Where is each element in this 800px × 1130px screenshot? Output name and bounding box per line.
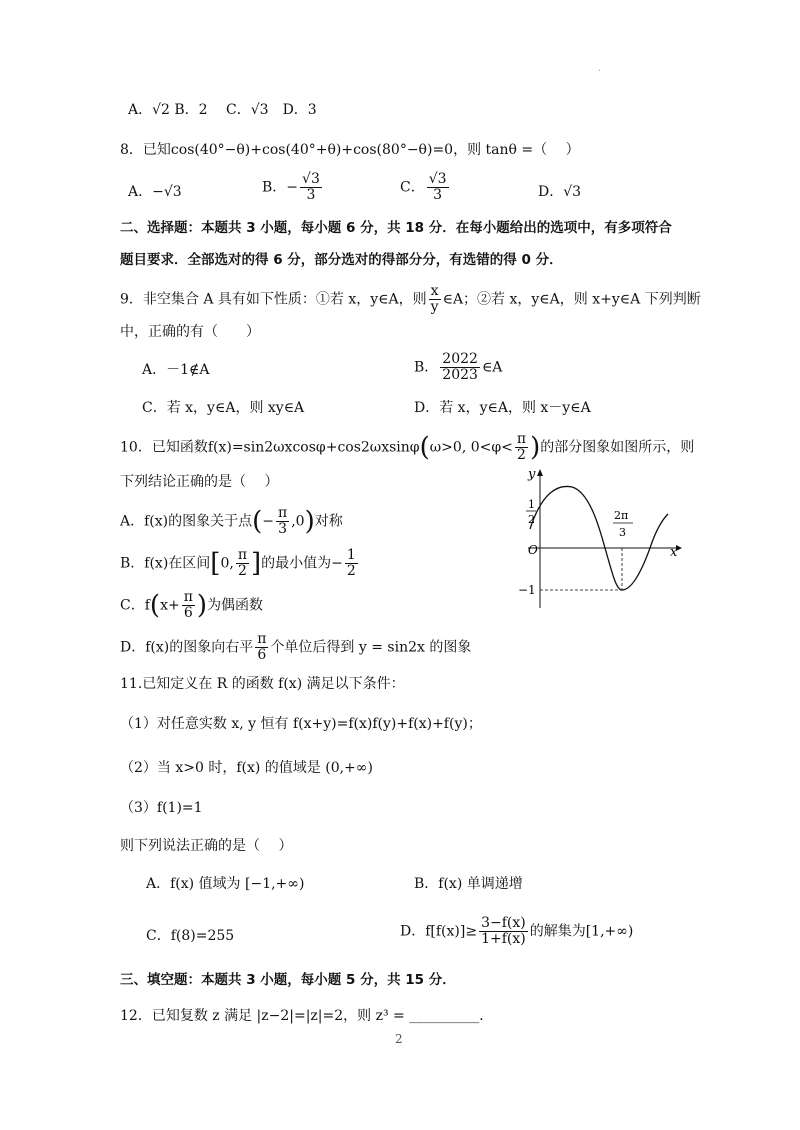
- q8-option-c-label: C．: [400, 179, 425, 196]
- q10-option-b-result: [345, 548, 358, 579]
- q8-stem: [120, 140, 580, 160]
- q10-option-c-fraction: [182, 590, 195, 621]
- corner-mark: .: [598, 63, 602, 74]
- q10-condition-fraction: [515, 432, 528, 463]
- frac-num: √3: [428, 171, 447, 187]
- paren-open: (: [419, 432, 430, 463]
- q11-option-b: B．f(x) 单调递增: [414, 876, 523, 892]
- q10-graph: [500, 462, 690, 612]
- q9-option-c: C．若 x，y∈A，则 xy∈A: [142, 400, 305, 416]
- frac-num: π: [257, 631, 267, 647]
- paren-close: ): [196, 590, 208, 621]
- section3-title: 三、填空题：本题共 3 小题，每小题 5 分，共 15 分．: [120, 972, 456, 988]
- frac-num: √3: [302, 171, 320, 187]
- paren-open: (: [149, 590, 161, 621]
- frac-den: 2: [237, 563, 247, 579]
- q9-fraction: [429, 284, 441, 315]
- x-axis-label: x: [670, 545, 678, 560]
- section2-line2: 题目要求．全部选对的得 6 分，部分选对的得部分分，有选错的得 0 分．: [120, 252, 563, 268]
- q11-option-a: A．f(x) 值域为 [−1,+∞): [146, 876, 305, 892]
- frac-den: 6: [183, 605, 193, 621]
- frac-num: 3−f(x): [481, 915, 526, 931]
- q10-option-a-prefix: A．f(x)的图象关于点: [120, 513, 253, 530]
- q10-option-d-fraction: [255, 632, 268, 663]
- q8-stem-suffix: ，则 tanθ =（ ）: [453, 142, 580, 158]
- q9-option-b-suffix: ∈A: [481, 359, 503, 376]
- tick-den: 3: [619, 526, 626, 539]
- q12-text: 12．已知复数 z 满足 |z−2|=|z|=2，则 z³ = __________．: [120, 1008, 494, 1024]
- q10-formula: f(x)=sin2ωxcosφ+cos2ωxsinφ: [207, 439, 420, 456]
- q10-condition: ω>0, 0<φ<: [429, 439, 513, 456]
- q11-option-d-prefix: D．f[f(x)]≥: [400, 923, 478, 940]
- q10-option-c-tail: 为偶函数: [207, 597, 264, 614]
- q8-option-d: D．√3: [538, 184, 582, 200]
- q10-option-b-mid: 的最小值为−: [261, 555, 343, 572]
- q9-line1-prefix: 9．非空集合 A 具有如下性质：①若 x，y∈A，则: [120, 291, 427, 308]
- q8-option-b-label: B．−: [262, 179, 299, 196]
- q10-option-a-fraction: [276, 506, 289, 537]
- q11-option-d-fraction: [479, 916, 528, 947]
- frac-num: π: [278, 505, 288, 521]
- q11-line1: 11.已知定义在 R 的函数 f(x) 满足以下条件：: [120, 676, 405, 692]
- frac-num: 1: [346, 547, 356, 563]
- q10-line1: [120, 432, 694, 463]
- paren-close: ): [530, 432, 541, 463]
- frac-den: 2023: [442, 367, 478, 383]
- q10-option-c-inner: x+: [160, 597, 180, 614]
- q9-line1: [120, 284, 701, 315]
- q11-condition-1: （1）对任意实数 x, y 恒有 f(x+y)=f(x)f(y)+f(x)+f(y)；: [120, 716, 482, 732]
- q11-condition-3: （3）f(1)=1: [120, 800, 203, 816]
- frac-den: 2: [346, 563, 356, 579]
- half-num: 1: [528, 498, 535, 511]
- page-number: 2: [395, 1032, 403, 1046]
- frac-den: 3: [306, 187, 316, 203]
- frac-num: 2022: [442, 351, 478, 367]
- q10-option-d-prefix: D．f(x)的图象向右平: [120, 639, 254, 656]
- q11-option-c: C．f(8)=255: [146, 928, 235, 944]
- neg-one-label: −1: [518, 583, 536, 597]
- q11-question: 则下列说法正确的是（ ）: [120, 838, 293, 854]
- q10-line2: 下列结论正确的是（ ）: [120, 474, 279, 490]
- paren-open: (: [252, 506, 263, 537]
- q7-options: A．√2 B．2 C．√3 D．3: [128, 102, 317, 118]
- q8-option-a: A．−√3: [128, 184, 182, 200]
- frac-den: 6: [257, 647, 267, 663]
- y-axis-arrow: [537, 469, 543, 476]
- q10-line1-suffix: 的部分图象如图所示，则: [540, 439, 695, 456]
- q10-option-a-tail: 对称: [314, 513, 343, 530]
- frac-den: 1+f(x): [481, 931, 526, 947]
- q9-option-b: [414, 352, 502, 383]
- q10-line1-prefix: 10．已知函数: [120, 439, 208, 456]
- frac-den: 3: [278, 521, 288, 537]
- q10-option-b-fraction: [236, 548, 249, 579]
- frac-num: π: [516, 431, 527, 447]
- q9-line2: 中，正确的有（ ）: [120, 324, 260, 340]
- q8-stem-prefix: 8．已知: [120, 142, 171, 158]
- bracket-close: ]: [251, 548, 262, 579]
- q10-option-d: [120, 632, 471, 663]
- q11-option-d: [400, 916, 633, 947]
- q10-option-a: A．f(x)的图象关于点(− $\frac{\pi}{3}$ ,0)对称: [120, 505, 343, 537]
- paren-close: ): [304, 506, 315, 537]
- q9-option-a: A．－1∉A: [142, 362, 210, 378]
- q9-option-d: D．若 x，y∈A，则 x－y∈A: [414, 400, 591, 416]
- q8-option-c-fraction: [427, 172, 449, 203]
- tick-num: 2π: [614, 509, 629, 522]
- q10-option-a-suffix: ,0: [291, 513, 305, 530]
- q8-option-c: [400, 172, 451, 203]
- y-axis-label: y: [528, 467, 536, 482]
- q11-option-d-suffix: 的解集为[1,+∞): [529, 923, 634, 940]
- q10-option-c-prefix: C．f: [120, 597, 150, 614]
- origin-label: O: [528, 543, 538, 557]
- half-den: 2: [528, 513, 535, 526]
- frac-num: π: [237, 547, 248, 563]
- q8-option-b-fraction: [300, 172, 322, 203]
- q10-option-c: [120, 590, 263, 621]
- q9-line1-suffix: ∈A；②若 x，y∈A，则 x+y∈A 下列判断: [442, 291, 701, 308]
- q8-equation: cos(40°−θ)+cos(40°+θ)+cos(80°−θ)=0: [170, 142, 454, 158]
- q10-option-b: B．f(x)在区间[0, $\frac{\pi}{2}$ ]的最小值为− $\frac{1}{2}$: [120, 547, 356, 579]
- q9-option-b-label: B．: [414, 359, 439, 376]
- frac-num: x: [429, 284, 441, 300]
- frac-den: 2: [517, 447, 526, 463]
- frac-den: 3: [433, 187, 443, 203]
- q8-option-b: [262, 172, 324, 203]
- section2-line1: 二、选择题：本题共 3 小题，每小题 6 分，共 18 分．在每小题给出的选项中，有多项符合: [120, 220, 672, 236]
- q9-option-b-fraction: [440, 352, 480, 383]
- frac-den: y: [430, 299, 439, 315]
- q11-condition-2: （2）当 x>0 时，f(x) 的值域是 (0,+∞): [120, 760, 373, 776]
- bracket-open: [: [210, 548, 221, 579]
- sine-curve: [530, 486, 668, 590]
- q10-option-b-prefix: B．f(x)在区间: [120, 555, 211, 572]
- frac-num: π: [183, 589, 193, 605]
- q10-option-d-tail: 个单位后得到 y = sin2x 的图象: [270, 639, 472, 656]
